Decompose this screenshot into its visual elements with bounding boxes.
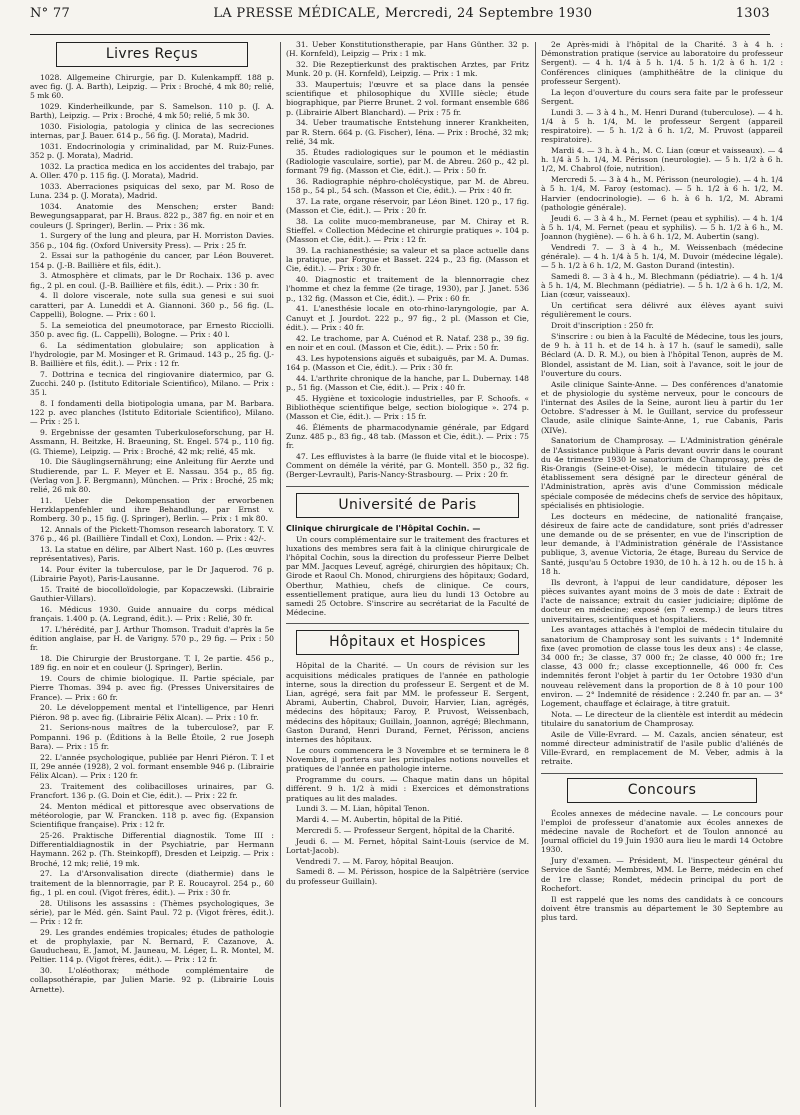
book-entry: 1028. Allgemeine Chirurgie, par D. Kulenkampff. 188 p. avec fig. (J. A. Barth), Leipzig. — Prix : Broché, 4 mk 80; relié, 5 mk 60. [30,73,274,101]
champrosay-paragraph: Les docteurs en médecine, de nationalité française, désireux de faire acte de candidature, sont priés d'adresser une demande ou de se présenter, en vue de l'inscription de leur demande, à l'Administration générale de l'Assistance publique, 3, avenue Victoria, 2e étage, Bureau du Service de Santé, jusqu'au 5 Octobre 1930, de 10 h. à 12 h. ou de 15 h. à 18 h. [541,511,783,576]
concours-paragraph: Il est rappelé que les noms des candidats à ce concours doivent être transmis au département le 30 Septembre au plus tard. [541,894,783,922]
book-entry: 33. Maupertuis; l'œuvre et sa place dans la pensée scientifique et philosophique du XVIIIe siècle; étude biographique, par Pierre Brunet. 2 vol. formant ensemble 686 p. (Librairie Albert Blanchard). — Prix : 75 fr. [286,80,529,117]
book-entry: 1030. Fisiologia, patologia y clinica de las secreciones internas, par J. Bauer. 614 p., 56 fig. (J. Morata), Madrid. [30,122,274,141]
book-entry: 36. Radiographie néphro-cholécystique, par M. de Abreu. 158 p., 54 pl., 54 sch. (Masson et Cie, édit.). — Prix : 40 fr. [286,176,529,196]
page-number: 1303 [735,6,770,21]
column-divider [280,42,281,1107]
section-title-hopitaux: Hôpitaux et Hospices [296,630,519,655]
book-entry: 46. Éléments de pharmacodynamie générale, par Edgard Zunz. 485 p., 83 fig., 48 tab. (Masson et Cie, édit.). — Prix : 75 fr. [286,422,529,451]
book-entry: 29. Les grandes endémies tropicales; études de pathologie et de prophylaxie, par N. Bernard, F. Cazanove, A. Gauducheau, E. Jamot, M. Jauneau, M. Léger, L. R. Montel, M. Peltier. 114 p. (Vigot frères, édit.). — Prix : 12 fr. [30,927,274,965]
hopitaux-paragraph: Mardi 4. — 3 h. à 4 h., M. C. Lian (cœur et vaisseaux). — 4 h. 1/4 à 5 h. 1/4, M. Périsson (neurologie). — 5 h. 1/2 à 6 h. 1/2, M. Chabrol (foie, nutrition). [541,146,783,174]
section-title-concours: Concours [567,778,757,803]
book-entry: 38. La colite muco-membraneuse, par M. Chiray et R. Stieffel. « Collection Médecine et chirurgie pratiques ». 104 p. (Masson et Cie, édit.). — Prix : 12 fr. [286,216,529,245]
section-title-livres: Livres Reçus [56,42,248,67]
champrosay-paragraph: Nota. — Le directeur de la clientèle est interdit au médecin titulaire du sanatorium de Champrosay. [541,709,783,728]
column-2 [286,40,529,1111]
book-entry: 30. L'oléothorax; méthode complémentaire de collapsothérapie, par Julien Marie. 92 p. (Librairie Louis Arnette). [30,966,274,994]
hopitaux-text [286,661,529,885]
book-entry: 3. Atmosphère et climats, par le Dr Rochaix. 136 p. avec fig., 2 pl. en coul. (J.-B. Baillière et fils, édit.). — Prix : 30 fr. [30,271,274,290]
book-entry: 44. L'arthrite chronique de la hanche, par L. Dubernay. 148 p., 51 fig. (Masson et Cie, édit.). — Prix : 40 fr. [286,373,529,392]
book-entry: 40. Diagnostic et traitement de la blennorragie chez l'homme et chez la femme (2e tirage, 1930), par J. Janet. 536 p., 132 fig. (Masson et Cie, édit.). — Prix : 60 fr. [286,275,529,303]
book-entry: 37. La rate, organe réservoir, par Léon Binet. 120 p., 17 fig. (Masson et Cie, édit.). — Prix : 20 fr. [286,196,529,216]
header-rule [30,34,770,35]
book-entry: 18. Die Chirurgie der Brustorgane. T. I, 2e partie. 456 p., 189 fig. en noir et en couleur (J. Springer), Berlin. [30,654,274,673]
hopitaux-paragraph: Le cours commencera le 3 Novembre et se terminera le 8 Novembre, il portera sur les principales notions nouvelles et pratiques de l'année en pathologie interne. [286,745,529,774]
hopitaux-paragraph: S'inscrire : ou bien à la Faculté de Médecine, tous les jours, de 9 h. à 11 h. et de 14 h. à 17 h. (sauf le samedi), salle Béclard (A. D. R. M.), ou bien à l'hôpital Tenon, auprès de M. Blondel, assistant de M. Lian, soit à l'avance, soit le jour de l'ouverture du cours. [541,332,783,378]
hopitaux-paragraph: Lundi 3. — 3 à 4 h., M. Henri Durand (tuberculose). — 4 h. 1/4 à 5 h. 1/4, M. le professeur Sergent (appareil respiratoire). — 5 h. 1/2 à 6 h. 1/2, M. Pruvost (appareil respiratoire). [541,107,783,145]
section-divider [541,773,783,774]
column-divider [535,42,536,1107]
book-entry: 1034. Anatomie des Menschen; erster Band: Bewegungsapparat, par H. Braus. 822 p., 387 fig. en noir et en couleurs (J. Springer), Berlin. — Prix : 36 mk. [30,202,274,230]
book-entry: 45. Hygiène et toxicologie industrielles, par F. Schoofs. « Bibliothèque scientifique belge, section biologique ». 274 p. (Masson et Cie, édit.). — Prix : 15 fr. [286,393,529,422]
book-entry: 1. Surgery of the lung and pleura, par H. Morriston Davies. 356 p., 104 fig. (Oxford University Press). — Prix : 25 fr. [30,231,274,250]
book-entry: 1033. Aberraciones psiquicas del sexo, par M. Roso de Luna. 234 p. (J. Morata), Madrid. [30,182,274,201]
book-entry: 32. Die Rezeptierkunst des praktischen Arztes, par Fritz Munk. 20 p. (H. Kornfeld), Leipzig. — Prix : 1 mk. [286,60,529,79]
section-divider [286,486,529,487]
hopitaux-paragraph: Lundi 3. — M. Lian, hôpital Tenon. [296,804,430,814]
hopitaux-paragraph: Vendredi 7. — M. Faroy, hôpital Beaujon. [296,856,454,866]
book-entry: 34. Ueber traumatische Entstehung innerer Krankheiten, par R. Stern. 664 p. (G. Fischer), Iéna. — Prix : Broché, 32 mk; relié, 34 mk. [286,118,529,146]
champrosay-paragraph: Ils devront, à l'appui de leur candidature, déposer les pièces suivantes ayant moins de 3 mois de date : Extrait de l'acte de naissance; extrait du casier judiciaire; diplôme de docteur en médecine; exposé (en 7 exemp.) de leurs titres universitaires, scientifiques et hospitaliers. [541,577,783,624]
book-entry: 9. Ergebnisse der gesamten Tuberkuloseforschung, par H. Assmann, H. Beitzke, H. Braeuning, St. Engel. 574 p., 110 fig. (G. Thieme), Leipzig. — Prix : Broché, 42 mk; relié, 45 mk. [30,428,274,456]
hopitaux-paragraph: Samedi 8. — 3 à 4 h., M. Blechmann (pédiatrie). — 4 h. 1/4 à 5 h. 1/4, M. Blechmann (pédiatrie). — 5 h. 1/2 à 6 h. 1/2, M. Lian (cœur, vaisseaux). [541,272,783,300]
universite-text: Un cours complémentaire sur le traitement des fractures et luxations des membres sera fait à la clinique chirurgicale de l'hôpital Cochin, sous la direction du professeur Pierre Delbet par MM. Jacques Leveuf, agrégé, chirurgien des hôpitaux; Ch. Girode et Raoul Ch. Monod, chirurgiens des hôpitaux; Godard, Oberthur, Mathieu, chefs de clinique. Ce cours, essentiellement pratique, aura lieu du lundi 13 Octobre au samedi 25 Octobre. S'inscrire au secrétariat de la Faculté de Médecine. [286,534,529,618]
concours-paragraph: Jury d'examen. — Président, M. l'inspecteur général du Service de Santé; Membres, MM. Le Berre, médecin en chef de 1re classe; Rondet, médecin principal du port de Rochefort. [541,856,783,893]
hopitaux-text-continued [541,40,783,378]
hopitaux-paragraph: Programme du cours. — Chaque matin dans un hôpital différent. 9 h. 1/2 à midi : Exercices et démonstrations pratiques au lit des malades. [286,775,529,803]
book-entry: 23. Traitement des colibacilloses urinaires, par G. Francfort. 136 p. (G. Doin et Cie, édit.). — Prix : 22 fr. [30,781,274,801]
hopitaux-paragraph: Mardi 4. — M. Aubertin, hôpital de la Pitié. [296,815,463,825]
book-entry: 5. La semeiotica del pneumotorace, par Ernesto Ricciolli. 350 p. avec fig. (L. Cappelli), Bologne. — Prix : 40 l. [30,320,274,339]
book-entry: 35. Études radiologiques sur le poumon et le médiastin (Radiologie vasculaire, sortie), par M. de Abreu. 260 p., 42 pl. formant 79 fig. (Masson et Cie, édit.). — Prix : 50 fr. [286,147,529,176]
book-entry: 12. Annals of the Pickett-Thomson research laboratory. T. V. 376 p., 46 pl. (Baillière Tindall et Cox), London. — Prix : 42/-. [30,525,274,544]
journal-title: LA PRESSE MÉDICALE, Mercredi, 24 Septembre 1930 [213,6,593,21]
hopitaux-paragraph: Mercredi 5. — 3 à 4 h., M. Périsson (neurologie). — 4 h. 1/4 à 5 h. 1/4, M. Faroy (estomac). — 5 h. 1/2 à 6 h. 1/2, M. Harvier (endocrinologie). — 6 h. à 6 h. 1/2, M. Abrami (pathologie générale). [541,175,783,212]
ville-evrard-notice: Asile de Ville-Evrard. — M. Cazals, ancien sénateur, est nommé directeur administratif de l'asile public d'aliénés de Ville-Evrard, en remplacement de M. Veber, admis à la retraite. [541,729,783,767]
section-divider [286,623,529,624]
issue-number: N° 77 [30,6,71,21]
book-list [30,73,274,994]
book-entry: 21. Serions-nous maîtres de la tuberculose?, par F. Pompanni. 196 p. (Éditions à la Belle Étoile, 2 rue Joseph Bara). — Prix : 15 fr. [30,723,274,751]
book-entry: 4. Il dolore viscerale, note sulla sua genesi e sui suoi caratteri, par A. Luneddi et A. Giannoni. 360 p., 56 fig. (L. Cappelli), Bologne. — Prix : 60 l. [30,291,274,319]
book-entry: 11. Ueber die Dekompensation der erworbenen Herzklappenfehler und ihre Behandlung, par Ernst v. Romberg. 30 p., 15 fig. (J. Springer), Berlin. — Prix : 1 mk 80. [30,495,274,524]
book-entry: 2. Essai sur la pathogénie du cancer, par Léon Bouveret. 154 p. (J.-B. Baillière et fils, édit.). [30,251,274,270]
champrosay-paragraph: Les avantages attachés à l'emploi de médecin titulaire du sanatorium de Champrosay sont les suivants : 1° Indemnité fixe (avec promotion de classe tous les deux ans) : 4e classe, 34 000 fr.; 3e classe, 37 000 fr.; 2e classe, 40 000 fr.; 1re classe, 43 000 fr.; classe exceptionnelle, 46 000 fr. Ces indemnités feront l'objet à partir du 1er Octobre 1930 d'un nouveau relèvement dans la proportion de 8 à 10 pour 100 environ. — 2° Indemnité de résidence : 2.240 fr. par an. — 3° Logement, chauffage et éclairage, à titre gratuit. [541,625,783,708]
hopitaux-paragraph: Samedi 8. — M. Périsson, hospice de la Salpêtrière (service du professeur Guillain). [286,867,529,886]
hopitaux-paragraph: 2e Après-midi à l'hôpital de la Charité. 3 à 4 h. : Démonstration pratique (service au laboratoire du professeur Sergent). — 4 h. 1/4 à 5 h. 1/4. 5 h. 1/2 à 6 h. 1/2 : Conférences cliniques (amphithéâtre de la clinique du professeur Sergent). [541,40,783,86]
book-entry: 15. Traité de biocolloïdologie, par Kopaczewski. (Librairie Gauthier-Villars). [30,585,274,604]
book-entry: 27. La d'Arsonvalisation directe (diathermie) dans le traitement de la blennorragie, par P. E. Roucayrol. 254 p., 60 fig., 1 pl. en coul. (Vigot frères, édit.). — Prix : 30 fr. [30,869,274,897]
book-entry: 7. Dottrina e tecnica del ringiovanire diatermico, par G. Zucchi. 240 p. (Istituto Editoriale Scientifico), Milano. — Prix : 35 l. [30,369,274,398]
sainte-anne-notice: Asile clinique Sainte-Anne. — Des conférences d'anatomie et de physiologie du système nerveux, pour le concours de l'internat des Asiles de la Seine, auront lieu à partir du 1er Octobre. S'adresser à M. le Guillant, service du professeur Claude, asile clinique Sainte-Anne, 1, rue Cabanis, Paris (XIVe). [541,379,783,435]
book-entry: 10. Die Säuglingsernährung; eine Anleitung für Aerzte und Studierende, par L. F. Meyer et E. Nassau. 354 p., 85 fig. (Verlag von J. F. Bergmann), München. — Prix : Broché, 25 mk; relié, 26 mk 80. [30,457,274,495]
hopitaux-paragraph: Vendredi 7. — 3 à 4 h., M. Weissenbach (médecine générale). — 4 h. 1/4 à 5 h. 1/4, M. Duvoir (médecine légale). — 5 h. 1/2 à 6 h. 1/2, M. Gaston Durand (intestin). [541,242,783,271]
book-entry: 42. Le trachome, par A. Cuénod et R. Nataf. 238 p., 39 fig. en noir et en coul. (Masson et Cie, édit.). — Prix : 50 fr. [286,333,529,352]
book-entry: 28. Utilisons les assassins : (Thèmes psychologiques, 3e série), par le Méd. gén. Saint Paul. 72 p. (Vigot frères, édit.). — Prix : 12 fr. [30,898,274,927]
page-header [30,6,770,34]
book-entry: 1032. La practica medica en los accidentes del trabajo, par A. Oller. 470 p. 115 fig. (J. Morata), Madrid. [30,162,274,181]
champrosay-paragraph: Sanatorium de Champrosay. — L'Administration générale de l'Assistance publique à Paris devant ouvrir dans le courant du 4e trimestre 1930 le sanatorium de Champrosay, près de Ris-Orangis (Seine-et-Oise), le médecin titulaire de cet établissement sera désigné par le directeur général de l'Administration, après avis d'une Commission médicale spéciale composée de médecins chefs de service des hôpitaux, spécialisés en phtisiologie. [541,436,783,510]
hopitaux-paragraph: Jeudi 6. — 3 à 4 h., M. Fernet (peau et syphilis). — 4 h. 1/4 à 5 h. 1/4, M. Fernet (peau et syphilis). — 5 h. 1/2 à 6 h., M. Joannon (hygiène). — 6 h. à 6 h. 1/2, M. Aubertin (sang). [541,213,783,242]
champrosay-notice [541,436,783,728]
column-1 [30,40,274,1111]
book-entry: 1031. Endocrinologia y criminalidad, par M. Ruiz-Funes. 352 p. (J. Morata), Madrid. [30,142,274,161]
column-3 [541,40,783,1111]
concours-paragraph: Écoles annexes de médecine navale. — Le concours pour l'emploi de professeur d'anatomie aux écoles annexes de médecine navale de Rochefort et de Toulon annoncé au Journal officiel du 19 Juin 1930 aura lieu le mardi 14 Octobre 1930. [541,808,783,855]
book-entry: 25-26. Praktische Differential diagnostik. Tome III : Differentialdiagnostik in der Psychiatrie, par Hermann Haymann. 262 p. (Th. Steinkopff), Dresden et Leipzig. — Prix : Broché, 12 mk; relié, 19 mk. [30,831,274,868]
universite-subtitle: Clinique chirurgicale de l'Hôpital Cochin. — [286,523,481,533]
book-entry: 13. La statue en délire, par Albert Nast. 160 p. (Les œuvres représentatives), Paris. [30,545,274,564]
book-entry: 14. Pour éviter la tuberculose, par le Dr Jaquerod. 76 p. (Librairie Payot), Paris-Lausanne. [30,565,274,584]
book-entry: 1029. Kinderheilkunde, par S. Samelson. 110 p. (J. A. Barth), Leipzig. — Prix : Broché, 4 mk 50; relié, 5 mk 30. [30,102,274,121]
hopitaux-paragraph: Jeudi 6. — M. Fernet, hôpital Saint-Louis (service de M. Lortat-Jacob). [286,836,529,855]
section-title-universite: Université de Paris [296,493,519,518]
hopitaux-paragraph: Mercredi 5. — Professeur Sergent, hôpital de la Charité. [296,825,515,835]
book-entry: 24. Menton médical et pittoresque avec observations de météorologie, par W. Francken. 118 p. avec fig. (Expansion Scientifique française). Prix : 12 fr. [30,801,274,830]
book-entry: 19. Cours de chimie biologique. II. Partie spéciale, par Pierre Thomas. 394 p. avec fig. (Presses Universitaires de France). — Prix : 60 fr. [30,674,274,702]
book-entry: 16. Médicus 1930. Guide annuaire du corps médical français. 1.400 p. (A. Legrand, édit.). — Prix : Relié, 30 fr. [30,605,274,624]
concours-text [541,809,783,923]
book-entry: 20. Le développement mental et l'intelligence, par Henri Piéron. 98 p. avec fig. (Librairie Félix Alcan). — Prix : 10 fr. [30,703,274,722]
book-entry: 41. L'anesthésie locale en oto-rhino-laryngologie, par A. Canuyt et J. Jourdot. 222 p., 97 fig., 2 pl. (Masson et Cie, édit.). — Prix : 40 fr. [286,304,529,332]
book-list-continued [286,40,529,480]
hopitaux-paragraph: La leçon d'ouverture du cours sera faite par le professeur Sergent. [541,87,783,106]
book-entry: 43. Les hypotensions aiguës et subaiguës, par M. A. Dumas. 164 p. (Masson et Cie, édit.). — Prix : 30 fr. [286,353,529,372]
hopitaux-paragraph: Un certificat sera délivré aux élèves ayant suivi régulièrement le cours. [541,301,783,320]
book-entry: 22. L'année psychologique, publiée par Henri Piéron. T. I et II, 29e année (1928), 2 vol. formant ensemble 946 p. (Librairie Félix Alcan). — Prix : 120 fr. [30,752,274,781]
hopitaux-paragraph: Droit d'inscription : 250 fr. [551,321,654,331]
hopitaux-paragraph: Hôpital de la Charité. — Un cours de révision sur les acquisitions médicales pratiques de l'année en pathologie interne, sous la direction du professeur E. Sergent et de M. Lian, agrégé, sera fait par MM. le professeur E. Sergent, Abrami, Aubertin, Chabrol, Duvoir, Harvier, Lian, agrégés, médecins des hôpitaux; Faroy, P. Pruvost, Weissenbach, médecins des hôpitaux; Guillain, Joannon, agrégé; Blechmann, Gaston Durand, Henri Durand, Fernet, Périsson, anciens internes des hôpitaux. [286,661,529,745]
book-entry: 31. Ueber Konstitutionstherapie, par Hans Günther. 32 p. (H. Kornfeld), Leipzig — Prix : 1 mk. [286,40,529,59]
book-entry: 17. L'hérédité, par J. Arthur Thomson. Traduit d'après la 5e édition anglaise, par H. de Varigny. 570 p., 29 fig. — Prix : 50 fr. [30,625,274,653]
book-entry: 39. La rachianesthésie; sa valeur et sa place actuelle dans la pratique, par Forgue et Basset. 224 p., 23 fig. (Masson et Cie, édit.). — Prix : 30 fr. [286,246,529,274]
book-entry: 6. La sédimentation globulaire; son application à l'hydrologie, par M. Mosinger et R. Grimaud. 143 p., 25 fig. (J.-B. Baillière et fils, édit.). — Prix : 12 fr. [30,340,274,369]
book-entry: 47. Les effluvistes à la barre (le fluide vital et le biocospe). Comment on déméle la vérité, par G. Montell. 350 p., 32 fig. (Berger-Levrault), Paris-Nancy-Strasbourg. — Prix : 20 fr. [286,452,529,480]
book-entry: 8. I fondamenti della biotipologia umana, par M. Barbara. 122 p. avec planches (Istituto Editoriale Scientifico), Milano. — Prix : 25 l. [30,399,274,427]
